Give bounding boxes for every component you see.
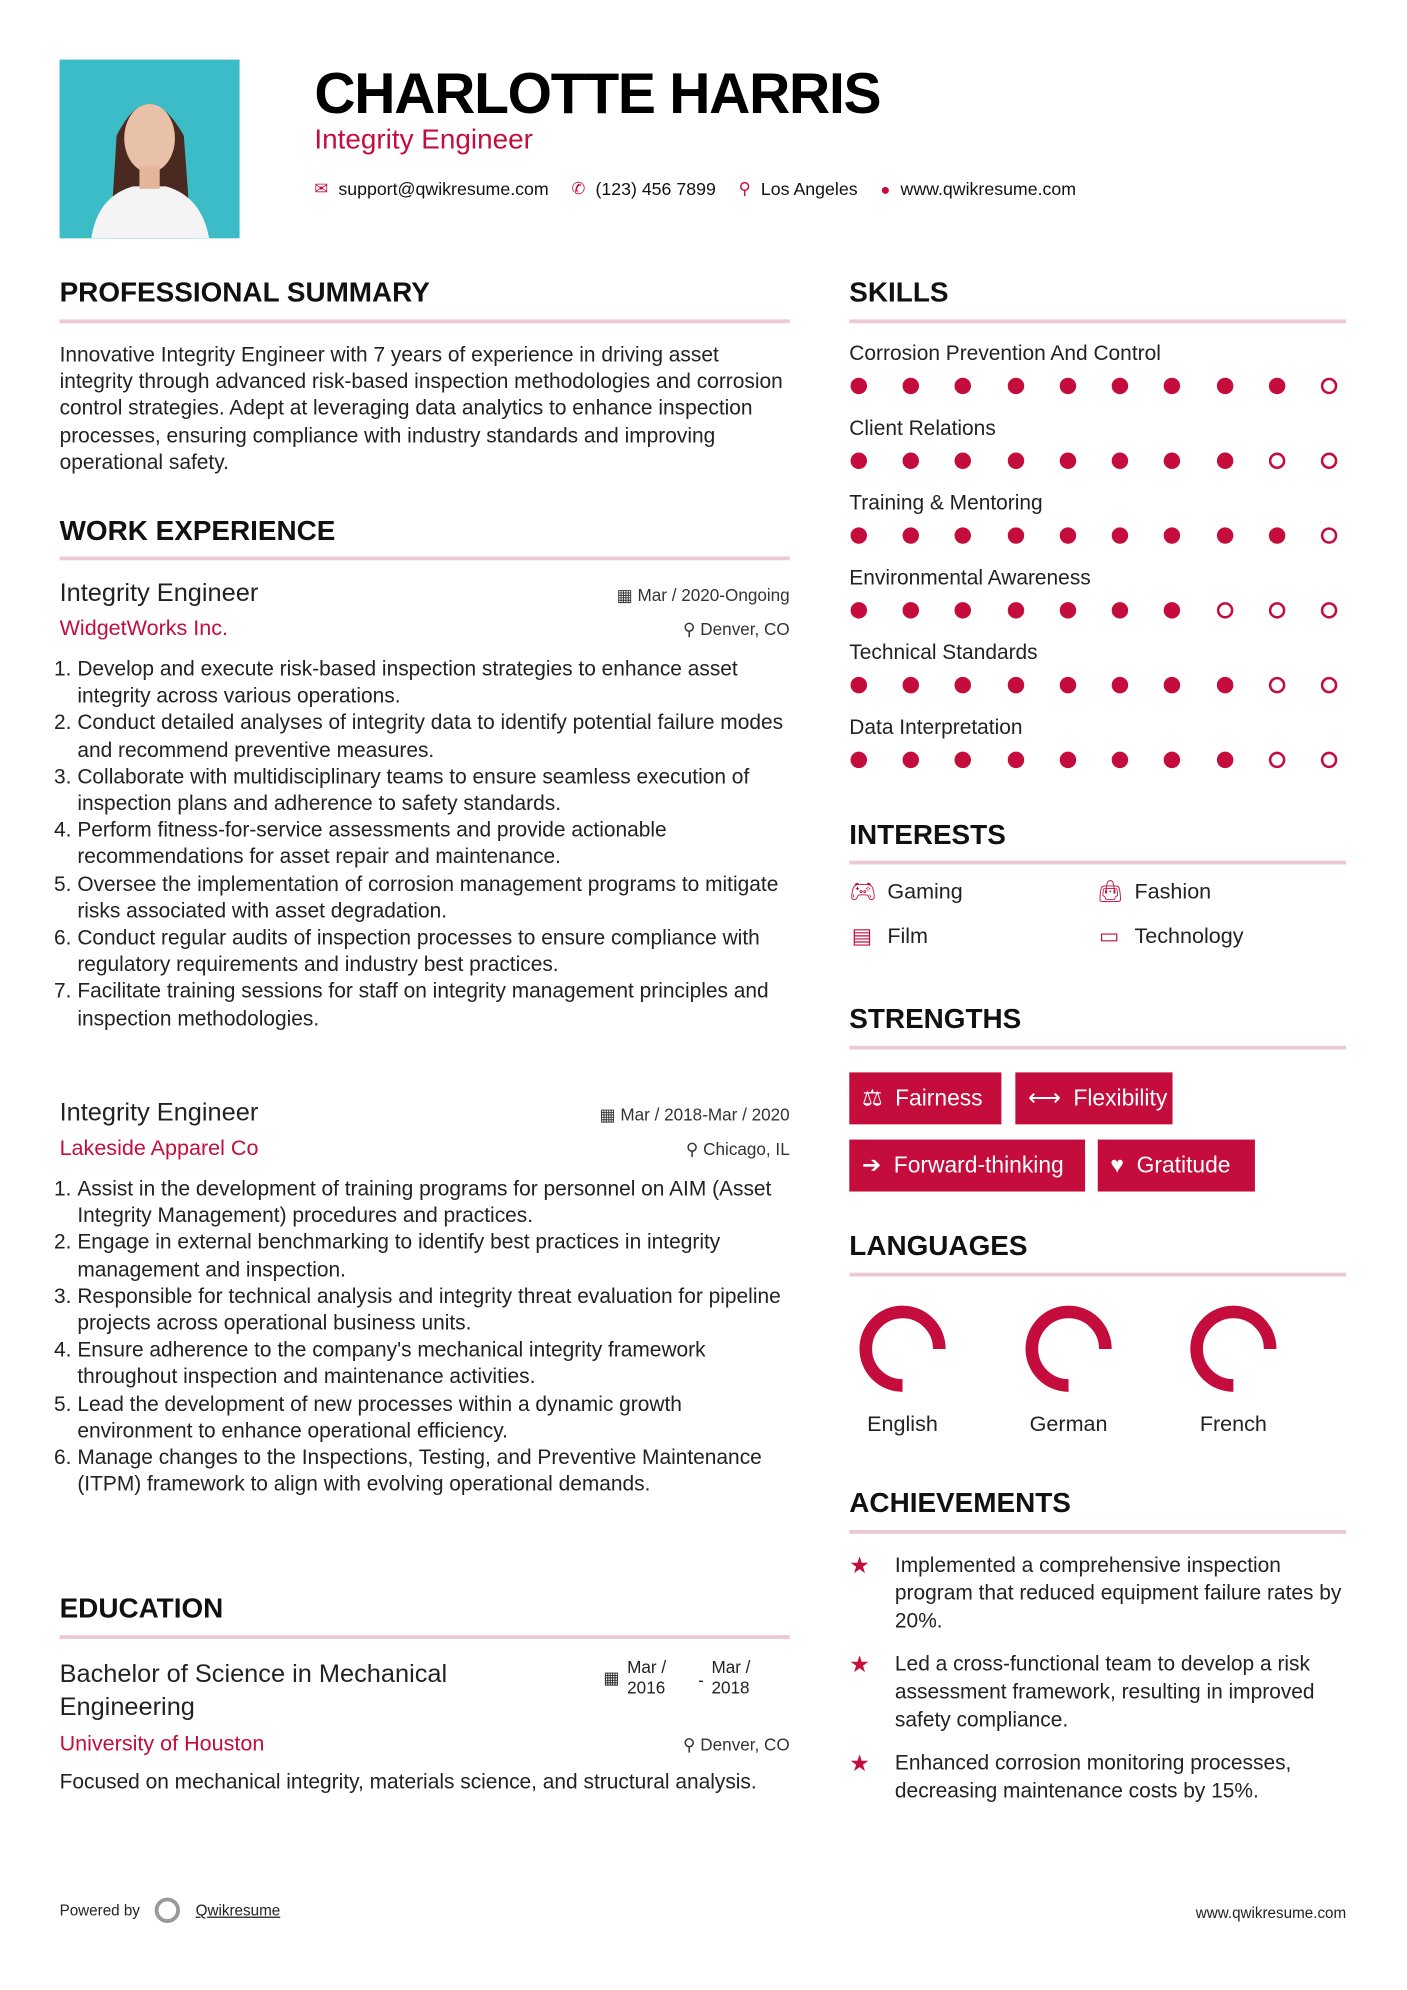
language-name: English bbox=[867, 1412, 938, 1437]
filled-dot-icon bbox=[1112, 752, 1128, 768]
star-icon: ★ bbox=[849, 1651, 870, 1678]
phone-text: (123) 456 7899 bbox=[595, 178, 716, 200]
website-link[interactable]: www.qwikresume.com bbox=[900, 178, 1077, 200]
skill-name: Data Interpretation bbox=[849, 716, 1023, 740]
envelope-icon: ✉ bbox=[314, 178, 329, 198]
duty-item: 6. Conduct regular audits of inspection processes to ensure compliance with regulatory requirements and industry best practices. bbox=[77, 925, 789, 979]
filled-dot-icon bbox=[1216, 453, 1232, 469]
balance-scale-icon: ⚖ bbox=[861, 1085, 883, 1111]
filled-dot-icon bbox=[1216, 677, 1232, 693]
profile-photo bbox=[60, 60, 240, 239]
calendar-icon: ▦ bbox=[599, 1105, 621, 1125]
divider bbox=[849, 319, 1346, 323]
filled-dot-icon bbox=[955, 602, 971, 618]
duty-item: 3. Responsible for technical analysis and integrity threat evaluation for pipeline projects across operational business units. bbox=[77, 1284, 789, 1338]
strength-flexibility bbox=[1015, 1072, 1172, 1124]
divider bbox=[849, 1046, 1346, 1050]
education-text: Focused on mechanical integrity, materials science, and structural analysis. bbox=[59, 1770, 757, 1794]
phone-icon: ✆ bbox=[571, 178, 586, 198]
duty-item: 5. Oversee the implementation of corrosion management programs to mitigate risks associated with asset degradation. bbox=[77, 872, 789, 926]
interest-label: Gaming bbox=[887, 879, 963, 904]
interests-grid bbox=[849, 880, 1346, 950]
filled-dot-icon bbox=[1112, 602, 1128, 618]
star-icon: ★ bbox=[849, 1750, 870, 1776]
summary-text: Innovative Integrity Engineer with 7 years of experience in driving asset integrity through advanced risk-based inspection methodologies and corrosion control strategies. Adept at leveraging data analytics to enhance inspection processes, ensuring compliance with industry standards and improving operational safety. bbox=[59, 343, 783, 474]
star-icon: ★ bbox=[849, 1552, 870, 1579]
filled-dot-icon bbox=[1007, 752, 1023, 768]
achievement-text: Led a cross-functional team to develop a risk assessment framework, resulting in improved safety compliance. bbox=[894, 1652, 1315, 1732]
laptop-icon: ▭ bbox=[1098, 924, 1120, 949]
candidate-name: CHARLOTTE HARRIS bbox=[314, 60, 881, 126]
date-separator: - bbox=[698, 1670, 704, 1690]
pin-icon: ⚲ bbox=[683, 1735, 701, 1755]
gamepad-icon: 🎮︎ bbox=[849, 879, 877, 904]
interest-technology bbox=[1096, 924, 1343, 949]
divider bbox=[849, 1273, 1346, 1277]
interest-film bbox=[849, 924, 1096, 949]
summary-heading: PROFESSIONAL SUMMARY bbox=[59, 276, 430, 309]
globe-icon: ● bbox=[880, 179, 891, 199]
job-location: Chicago, IL bbox=[703, 1139, 790, 1159]
filled-dot-icon bbox=[1060, 453, 1076, 469]
skill-item bbox=[849, 492, 1346, 567]
duty-item: 5. Lead the development of new processes within a dynamic growth environment to enhance operational efficiency. bbox=[77, 1391, 789, 1445]
skill-rating bbox=[851, 752, 1338, 768]
language-item bbox=[833, 1298, 972, 1437]
footer-website[interactable]: www.qwikresume.com bbox=[1195, 1903, 1347, 1922]
achievement-item bbox=[849, 1552, 1346, 1636]
filled-dot-icon bbox=[1112, 527, 1128, 543]
heart-icon: ♥ bbox=[1110, 1152, 1124, 1178]
filled-dot-icon bbox=[955, 677, 971, 693]
language-item bbox=[999, 1298, 1138, 1437]
filled-dot-icon bbox=[851, 527, 867, 543]
filled-dot-icon bbox=[903, 752, 919, 768]
empty-dot-icon bbox=[1321, 677, 1337, 693]
skills-list bbox=[849, 342, 1346, 791]
skill-rating bbox=[851, 677, 1338, 693]
education-end: Mar / 2018 bbox=[711, 1658, 751, 1698]
skills-heading: SKILLS bbox=[849, 276, 949, 309]
skill-name: Technical Standards bbox=[849, 641, 1038, 665]
language-item bbox=[1164, 1298, 1303, 1437]
education-dates bbox=[603, 1658, 774, 1699]
education-heading: EDUCATION bbox=[59, 1592, 224, 1624]
contact-bar bbox=[314, 179, 1076, 199]
filled-dot-icon bbox=[903, 602, 919, 618]
strength-label: Flexibility bbox=[1073, 1085, 1168, 1111]
empty-dot-icon bbox=[1321, 378, 1337, 394]
filled-dot-icon bbox=[1007, 677, 1023, 693]
filled-dot-icon bbox=[851, 752, 867, 768]
filled-dot-icon bbox=[1060, 527, 1076, 543]
empty-dot-icon bbox=[1269, 752, 1285, 768]
empty-dot-icon bbox=[1321, 602, 1337, 618]
pin-icon: ⚲ bbox=[685, 1139, 704, 1159]
filled-dot-icon bbox=[851, 378, 867, 394]
company-name: Lakeside Apparel Co bbox=[59, 1135, 259, 1160]
filled-dot-icon bbox=[1007, 602, 1023, 618]
interest-label: Fashion bbox=[1134, 879, 1212, 904]
interest-label: Technology bbox=[1134, 924, 1244, 949]
achievement-text: Implemented a comprehensive inspection program that reduced equipment failure rates by 20%. bbox=[894, 1554, 1342, 1633]
brand-link[interactable]: Qwikresume bbox=[195, 1901, 281, 1920]
location-text: Los Angeles bbox=[760, 178, 858, 200]
empty-dot-icon bbox=[1269, 453, 1285, 469]
filled-dot-icon bbox=[1216, 527, 1232, 543]
filled-dot-icon bbox=[903, 677, 919, 693]
qwikresume-logo-icon bbox=[155, 1898, 180, 1923]
skill-name: Corrosion Prevention And Control bbox=[849, 342, 1161, 366]
filled-dot-icon bbox=[1007, 527, 1023, 543]
experience-heading: WORK EXPERIENCE bbox=[59, 514, 336, 547]
duty-item: 2. Engage in external benchmarking to identify best practices in integrity management and inspection. bbox=[77, 1230, 789, 1284]
empty-dot-icon bbox=[1321, 453, 1337, 469]
job-title: Integrity Engineer bbox=[59, 579, 259, 608]
film-icon: ▤ bbox=[851, 924, 873, 949]
footer-powered bbox=[60, 1898, 281, 1923]
skill-item bbox=[849, 567, 1346, 642]
achievement-item bbox=[849, 1749, 1346, 1805]
language-level-ring bbox=[1183, 1298, 1284, 1399]
duty-item: 4. Ensure adherence to the company's mechanical integrity framework throughout inspection and maintenance activities. bbox=[77, 1338, 789, 1392]
filled-dot-icon bbox=[1164, 453, 1180, 469]
skill-rating bbox=[851, 527, 1338, 543]
filled-dot-icon bbox=[903, 453, 919, 469]
filled-dot-icon bbox=[1164, 752, 1180, 768]
divider bbox=[849, 861, 1346, 865]
empty-dot-icon bbox=[1269, 677, 1285, 693]
skill-item bbox=[849, 716, 1346, 791]
strengths-heading: STRENGTHS bbox=[849, 1002, 1022, 1035]
divider bbox=[60, 556, 790, 560]
powered-by-text: Powered by bbox=[59, 1901, 140, 1920]
duty-item: 1. Assist in the development of training programs for personnel on AIM (Asset Integrity Management) procedures and practices. bbox=[77, 1176, 789, 1230]
filled-dot-icon bbox=[1216, 752, 1232, 768]
duty-item: 1. Develop and execute risk-based inspection strategies to enhance asset integrity across various operations. bbox=[77, 657, 789, 711]
achievements-heading: ACHIEVEMENTS bbox=[849, 1486, 1071, 1519]
filled-dot-icon bbox=[1112, 453, 1128, 469]
strength-gratitude bbox=[1098, 1140, 1255, 1192]
job-entry bbox=[60, 1099, 790, 1499]
calendar-icon: ▦ bbox=[616, 585, 638, 605]
job-entry bbox=[60, 579, 790, 1033]
candidate-title: Integrity Engineer bbox=[314, 122, 533, 155]
strength-label: Gratitude bbox=[1136, 1152, 1231, 1178]
filled-dot-icon bbox=[1060, 378, 1076, 394]
language-name: French bbox=[1199, 1412, 1267, 1437]
divider bbox=[60, 319, 790, 323]
language-level-ring bbox=[1018, 1298, 1119, 1399]
empty-dot-icon bbox=[1269, 602, 1285, 618]
duty-item: 3. Collaborate with multidisciplinary teams to ensure seamless execution of inspection plans and adherence to safety standards. bbox=[77, 764, 789, 818]
language-name: German bbox=[1029, 1412, 1108, 1437]
duty-item: 6. Manage changes to the Inspections, Testing, and Preventive Maintenance (ITPM) framework to align with evolving operational demands. bbox=[77, 1445, 789, 1499]
duty-item: 4. Perform fitness-for-service assessments and provide actionable recommendations for asset repair and maintenance. bbox=[77, 818, 789, 872]
interest-gaming bbox=[849, 880, 1096, 905]
divider bbox=[849, 1530, 1346, 1534]
language-level-ring bbox=[852, 1298, 953, 1399]
filled-dot-icon bbox=[955, 378, 971, 394]
job-dates: Mar / 2020-Ongoing bbox=[637, 585, 790, 605]
empty-dot-icon bbox=[1216, 602, 1232, 618]
school-location: Denver, CO bbox=[700, 1735, 790, 1755]
empty-dot-icon bbox=[1321, 752, 1337, 768]
filled-dot-icon bbox=[1112, 378, 1128, 394]
filled-dot-icon bbox=[851, 677, 867, 693]
filled-dot-icon bbox=[955, 453, 971, 469]
divider bbox=[60, 1635, 790, 1639]
filled-dot-icon bbox=[1164, 602, 1180, 618]
email-link[interactable]: support@qwikresume.com bbox=[338, 178, 549, 200]
filled-dot-icon bbox=[851, 602, 867, 618]
skill-name: Training & Mentoring bbox=[849, 491, 1043, 515]
filled-dot-icon bbox=[1164, 677, 1180, 693]
filled-dot-icon bbox=[1164, 378, 1180, 394]
job-dates: Mar / 2018-Mar / 2020 bbox=[620, 1105, 790, 1125]
shopping-bag-icon: 👜︎ bbox=[1096, 879, 1124, 904]
strength-forward-thinking bbox=[849, 1140, 1085, 1192]
arrows-horizontal-icon: ⟷ bbox=[1028, 1085, 1061, 1111]
languages-heading: LANGUAGES bbox=[849, 1229, 1028, 1262]
map-pin-icon: ⚲ bbox=[738, 178, 751, 198]
job-duties bbox=[60, 1176, 790, 1499]
calendar-icon: ▦ bbox=[603, 1668, 620, 1688]
filled-dot-icon bbox=[1007, 378, 1023, 394]
skill-rating bbox=[851, 453, 1338, 469]
duty-item: 7. Facilitate training sessions for staff on integrity management principles and inspection methodologies. bbox=[77, 979, 789, 1033]
company-name: WidgetWorks Inc. bbox=[59, 616, 229, 641]
filled-dot-icon bbox=[903, 378, 919, 394]
filled-dot-icon bbox=[851, 453, 867, 469]
filled-dot-icon bbox=[1007, 453, 1023, 469]
filled-dot-icon bbox=[1060, 752, 1076, 768]
filled-dot-icon bbox=[955, 527, 971, 543]
skill-item bbox=[849, 342, 1346, 417]
school-row bbox=[60, 1732, 790, 1757]
achievement-text: Enhanced corrosion monitoring processes, decreasing maintenance costs by 15%. bbox=[894, 1751, 1292, 1803]
arrow-right-icon: ➔ bbox=[861, 1152, 882, 1178]
filled-dot-icon bbox=[1269, 378, 1285, 394]
education-start: Mar / 2016 bbox=[627, 1658, 667, 1698]
interest-label: Film bbox=[887, 924, 929, 949]
strength-label: Fairness bbox=[895, 1085, 983, 1111]
job-title: Integrity Engineer bbox=[59, 1099, 259, 1127]
filled-dot-icon bbox=[1112, 677, 1128, 693]
filled-dot-icon bbox=[1164, 527, 1180, 543]
skill-item bbox=[849, 417, 1346, 492]
filled-dot-icon bbox=[1269, 527, 1285, 543]
skill-name: Client Relations bbox=[849, 417, 996, 440]
filled-dot-icon bbox=[1060, 602, 1076, 618]
filled-dot-icon bbox=[1060, 677, 1076, 693]
strength-label: Forward-thinking bbox=[893, 1152, 1064, 1178]
duty-item: 2. Conduct detailed analyses of integrity data to identify potential failure modes and recommend preventive measures. bbox=[77, 710, 789, 764]
skill-rating bbox=[851, 378, 1338, 394]
job-duties bbox=[60, 657, 790, 1033]
job-location: Denver, CO bbox=[700, 619, 790, 639]
filled-dot-icon bbox=[1216, 378, 1232, 394]
interests-heading: INTERESTS bbox=[849, 818, 1006, 851]
skill-rating bbox=[851, 602, 1338, 618]
pin-icon: ⚲ bbox=[683, 619, 701, 639]
school-name: University of Houston bbox=[59, 1731, 265, 1756]
interest-fashion bbox=[1096, 880, 1343, 905]
strength-fairness bbox=[849, 1072, 1001, 1124]
achievement-item bbox=[849, 1650, 1346, 1734]
skill-item bbox=[849, 641, 1346, 716]
filled-dot-icon bbox=[955, 752, 971, 768]
skill-name: Environmental Awareness bbox=[849, 566, 1091, 590]
degree-title: Bachelor of Science in Mechanical Engineering bbox=[59, 1660, 448, 1722]
empty-dot-icon bbox=[1321, 527, 1337, 543]
filled-dot-icon bbox=[903, 527, 919, 543]
